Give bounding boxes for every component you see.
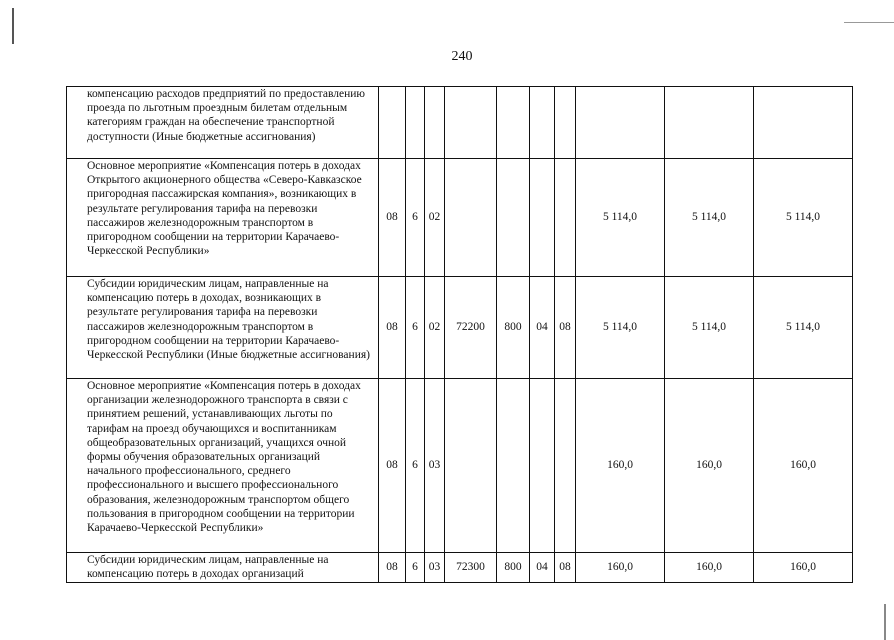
gp-code: 08: [379, 277, 406, 379]
direction-code: [445, 87, 497, 159]
pp-code: 6: [406, 159, 425, 277]
amount-year-1: 160,0: [576, 379, 665, 553]
amount-year-3: 160,0: [754, 379, 853, 553]
scan-edge-mark: [884, 604, 886, 640]
table-row: [67, 159, 853, 277]
row-description: компенсацию расходов предприятий по предоставлению проезда по льготным проездным билетам отдельным категориям граждан на обеспечение транспортной доступности (Иные бюджетные ассигнования): [67, 87, 379, 159]
pp-code: 6: [406, 277, 425, 379]
amount-year-3: 160,0: [754, 553, 853, 583]
page-number: 240: [451, 49, 473, 64]
amount-year-1: 5 114,0: [576, 277, 665, 379]
amount-year-1: [576, 87, 665, 159]
pp-code: 6: [406, 379, 425, 553]
amount-year-3: 5 114,0: [754, 159, 853, 277]
rz-code: [530, 379, 555, 553]
amount-year-2: 5 114,0: [665, 277, 754, 379]
rz-code: [530, 159, 555, 277]
table-row: [67, 277, 853, 379]
amount-year-2: 5 114,0: [665, 159, 754, 277]
amount-year-3: [754, 87, 853, 159]
budget-table: [66, 86, 853, 583]
scan-edge-mark: [844, 22, 894, 23]
table-row: [67, 87, 853, 159]
pp-code: [406, 87, 425, 159]
vr-code: 800: [497, 277, 530, 379]
vr-code: [497, 159, 530, 277]
pr-code: [555, 87, 576, 159]
table-row: [67, 553, 853, 583]
row-description: Основное мероприятие «Компенсация потерь в доходах организации железнодорожного транспорта в связи с принятием решений, устанавливающих льготы по тарифам на проезд обучающихся и воспитанникам общеобразовательных организаций, учащихся очной формы обучения образовательных организаций начального профессионального, среднего профессионального и высшего профессионального образования, железнодорожным транспортом общего пользования в пригородном сообщении на территории Карачаево-Черкесской Республики»: [67, 379, 379, 553]
pr-code: [555, 379, 576, 553]
gp-code: 08: [379, 379, 406, 553]
amount-year-2: [665, 87, 754, 159]
pr-code: 08: [555, 553, 576, 583]
pp-code: 6: [406, 553, 425, 583]
vr-code: [497, 379, 530, 553]
direction-code: 72200: [445, 277, 497, 379]
rz-code: [530, 87, 555, 159]
om-code: 03: [425, 379, 445, 553]
amount-year-2: 160,0: [665, 553, 754, 583]
row-description: Субсидии юридическим лицам, направленные на компенсацию потерь в доходах, возникающих в результате регулирования тарифа на перевозки пассажиров железнодорожным транспортом в пригородном сообщении на территории Карачаево-Черкесской Республики (Иные бюджетные ассигнования): [67, 277, 379, 379]
om-code: 02: [425, 277, 445, 379]
amount-year-3: 5 114,0: [754, 277, 853, 379]
pr-code: [555, 159, 576, 277]
om-code: [425, 87, 445, 159]
gp-code: 08: [379, 159, 406, 277]
vr-code: 800: [497, 553, 530, 583]
scan-edge-mark: [12, 8, 14, 44]
om-code: 03: [425, 553, 445, 583]
rz-code: 04: [530, 277, 555, 379]
row-description: Субсидии юридическим лицам, направленные на компенсацию потерь в доходах организаций: [67, 553, 379, 583]
direction-code: [445, 159, 497, 277]
pr-code: 08: [555, 277, 576, 379]
direction-code: 72300: [445, 553, 497, 583]
gp-code: 08: [379, 553, 406, 583]
amount-year-1: 160,0: [576, 553, 665, 583]
vr-code: [497, 87, 530, 159]
direction-code: [445, 379, 497, 553]
gp-code: [379, 87, 406, 159]
row-description: Основное мероприятие «Компенсация потерь в доходах Открытого акционерного общества «Северо-Кавказское пригородная пассажирская компания», возникающих в результате регулирования тарифа на перевозки пассажиров железнодорожным транспортом в пригородном сообщении на территории Карачаево-Черкесской Республики»: [67, 159, 379, 277]
om-code: 02: [425, 159, 445, 277]
rz-code: 04: [530, 553, 555, 583]
amount-year-1: 5 114,0: [576, 159, 665, 277]
table-row: [67, 379, 853, 553]
amount-year-2: 160,0: [665, 379, 754, 553]
